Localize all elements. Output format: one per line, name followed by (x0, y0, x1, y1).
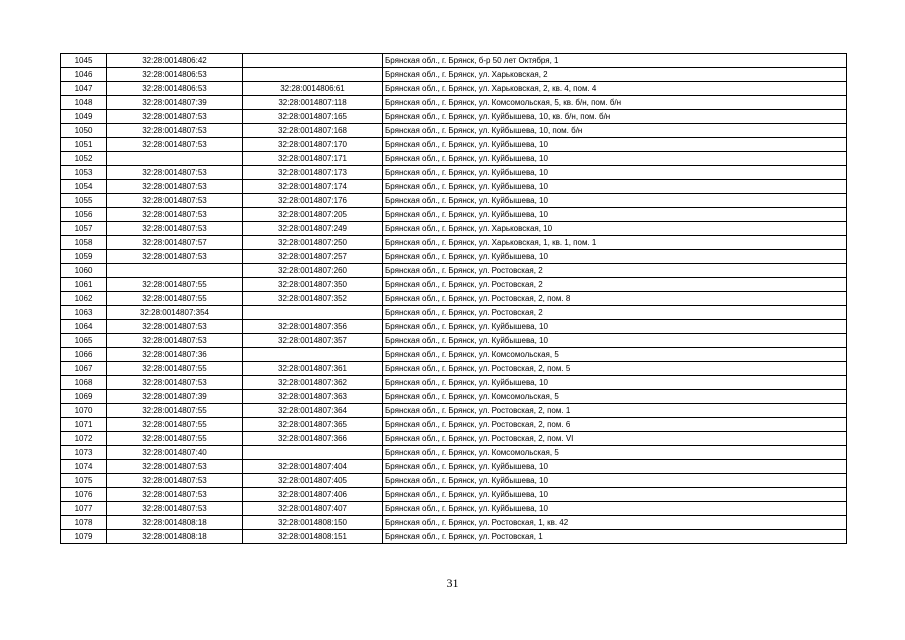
cadastral-number-cell: 32:28:0014807:53 (107, 334, 243, 348)
row-number-cell: 1056 (61, 208, 107, 222)
object-cadastral-number-cell: 32:28:0014807:205 (243, 208, 383, 222)
cadastral-number-cell: 32:28:0014807:53 (107, 166, 243, 180)
row-number-cell: 1073 (61, 446, 107, 460)
cadastral-number-cell: 32:28:0014807:53 (107, 222, 243, 236)
row-number-cell: 1050 (61, 124, 107, 138)
address-cell: Брянская обл., г. Брянск, ул. Ростовская, 2, пом. 1 (383, 404, 847, 418)
cadastral-number-cell (107, 152, 243, 166)
cadastral-number-cell: 32:28:0014807:39 (107, 390, 243, 404)
table-row (61, 306, 847, 320)
address-cell: Брянская обл., г. Брянск, ул. Комсомольская, 5, кв. б/н, пом. б/н (383, 96, 847, 110)
table-row (61, 222, 847, 236)
table-row (61, 110, 847, 124)
table-row (61, 390, 847, 404)
cadastral-number-cell: 32:28:0014808:18 (107, 530, 243, 544)
object-cadastral-number-cell: 32:28:0014807:260 (243, 264, 383, 278)
row-number-cell: 1060 (61, 264, 107, 278)
table-row (61, 320, 847, 334)
cadastral-number-cell: 32:28:0014807:57 (107, 236, 243, 250)
address-cell: Брянская обл., г. Брянск, ул. Ростовская, 2, пом. VI (383, 432, 847, 446)
cadastral-number-cell: 32:28:0014807:53 (107, 180, 243, 194)
row-number-cell: 1049 (61, 110, 107, 124)
table-body (61, 54, 847, 544)
row-number-cell: 1063 (61, 306, 107, 320)
object-cadastral-number-cell: 32:28:0014807:365 (243, 418, 383, 432)
table-row (61, 516, 847, 530)
address-cell: Брянская обл., г. Брянск, ул. Куйбышева, 10, кв. б/н, пом. б/н (383, 110, 847, 124)
row-number-cell: 1068 (61, 376, 107, 390)
cadastral-number-cell: 32:28:0014807:55 (107, 432, 243, 446)
object-cadastral-number-cell: 32:28:0014807:168 (243, 124, 383, 138)
object-cadastral-number-cell: 32:28:0014807:250 (243, 236, 383, 250)
row-number-cell: 1052 (61, 152, 107, 166)
row-number-cell: 1071 (61, 418, 107, 432)
address-cell: Брянская обл., г. Брянск, ул. Куйбышева, 10 (383, 208, 847, 222)
object-cadastral-number-cell: 32:28:0014807:174 (243, 180, 383, 194)
address-cell: Брянская обл., г. Брянск, ул. Куйбышева, 10 (383, 152, 847, 166)
row-number-cell: 1075 (61, 474, 107, 488)
object-cadastral-number-cell: 32:28:0014807:170 (243, 138, 383, 152)
cadastral-number-cell: 32:28:0014807:53 (107, 138, 243, 152)
row-number-cell: 1046 (61, 68, 107, 82)
row-number-cell: 1062 (61, 292, 107, 306)
address-cell: Брянская обл., г. Брянск, ул. Куйбышева, 10 (383, 460, 847, 474)
object-cadastral-number-cell: 32:28:0014807:356 (243, 320, 383, 334)
cadastral-number-cell: 32:28:0014807:354 (107, 306, 243, 320)
cadastral-number-cell: 32:28:0014807:53 (107, 208, 243, 222)
cadastral-number-cell: 32:28:0014807:36 (107, 348, 243, 362)
cadastral-number-cell: 32:28:0014807:53 (107, 124, 243, 138)
table-row (61, 460, 847, 474)
address-cell: Брянская обл., г. Брянск, ул. Куйбышева, 10 (383, 502, 847, 516)
cadastral-number-cell: 32:28:0014807:53 (107, 460, 243, 474)
cadastral-number-cell: 32:28:0014807:53 (107, 250, 243, 264)
address-cell: Брянская обл., г. Брянск, ул. Куйбышева, 10 (383, 250, 847, 264)
table-row (61, 124, 847, 138)
cadastral-number-cell: 32:28:0014807:53 (107, 474, 243, 488)
row-number-cell: 1057 (61, 222, 107, 236)
object-cadastral-number-cell: 32:28:0014807:362 (243, 376, 383, 390)
object-cadastral-number-cell: 32:28:0014807:406 (243, 488, 383, 502)
object-cadastral-number-cell: 32:28:0014808:151 (243, 530, 383, 544)
object-cadastral-number-cell: 32:28:0014807:405 (243, 474, 383, 488)
object-cadastral-number-cell: 32:28:0014807:249 (243, 222, 383, 236)
cadastral-number-cell: 32:28:0014807:53 (107, 488, 243, 502)
cadastral-number-cell: 32:28:0014808:18 (107, 516, 243, 530)
cadastral-number-cell: 32:28:0014807:55 (107, 292, 243, 306)
object-cadastral-number-cell: 32:28:0014808:150 (243, 516, 383, 530)
address-cell: Брянская обл., г. Брянск, ул. Комсомольская, 5 (383, 446, 847, 460)
row-number-cell: 1054 (61, 180, 107, 194)
table-row (61, 376, 847, 390)
row-number-cell: 1067 (61, 362, 107, 376)
cadastral-number-cell: 32:28:0014807:53 (107, 376, 243, 390)
address-cell: Брянская обл., г. Брянск, ул. Ростовская, 1, кв. 42 (383, 516, 847, 530)
object-cadastral-number-cell: 32:28:0014807:165 (243, 110, 383, 124)
page-number: 31 (446, 576, 459, 590)
cadastral-table (60, 53, 847, 544)
row-number-cell: 1047 (61, 82, 107, 96)
object-cadastral-number-cell: 32:28:0014807:357 (243, 334, 383, 348)
row-number-cell: 1079 (61, 530, 107, 544)
object-cadastral-number-cell (243, 446, 383, 460)
address-cell: Брянская обл., г. Брянск, ул. Куйбышева, 10 (383, 488, 847, 502)
address-cell: Брянская обл., г. Брянск, ул. Куйбышева, 10 (383, 376, 847, 390)
object-cadastral-number-cell: 32:28:0014807:361 (243, 362, 383, 376)
cadastral-number-cell: 32:28:0014807:55 (107, 404, 243, 418)
row-number-cell: 1069 (61, 390, 107, 404)
table-row (61, 54, 847, 68)
address-cell: Брянская обл., г. Брянск, ул. Ростовская, 2 (383, 278, 847, 292)
cadastral-number-cell: 32:28:0014807:55 (107, 362, 243, 376)
address-cell: Брянская обл., г. Брянск, ул. Куйбышева, 10, пом. б/н (383, 124, 847, 138)
table-row (61, 96, 847, 110)
table-row (61, 362, 847, 376)
table-row (61, 418, 847, 432)
row-number-cell: 1055 (61, 194, 107, 208)
row-number-cell: 1078 (61, 516, 107, 530)
address-cell: Брянская обл., г. Брянск, ул. Харьковская, 2 (383, 68, 847, 82)
object-cadastral-number-cell: 32:28:0014807:173 (243, 166, 383, 180)
table-row (61, 166, 847, 180)
row-number-cell: 1059 (61, 250, 107, 264)
object-cadastral-number-cell: 32:28:0014807:363 (243, 390, 383, 404)
address-cell: Брянская обл., г. Брянск, ул. Куйбышева, 10 (383, 180, 847, 194)
address-cell: Брянская обл., г. Брянск, ул. Ростовская, 1 (383, 530, 847, 544)
object-cadastral-number-cell: 32:28:0014807:404 (243, 460, 383, 474)
document-page (60, 53, 846, 544)
address-cell: Брянская обл., г. Брянск, ул. Куйбышева, 10 (383, 474, 847, 488)
address-cell: Брянская обл., г. Брянск, ул. Куйбышева, 10 (383, 194, 847, 208)
cadastral-number-cell: 32:28:0014806:53 (107, 82, 243, 96)
row-number-cell: 1053 (61, 166, 107, 180)
address-cell: Брянская обл., г. Брянск, ул. Ростовская, 2 (383, 264, 847, 278)
table-row (61, 432, 847, 446)
object-cadastral-number-cell: 32:28:0014807:366 (243, 432, 383, 446)
row-number-cell: 1048 (61, 96, 107, 110)
table-row (61, 530, 847, 544)
address-cell: Брянская обл., г. Брянск, ул. Харьковская, 2, кв. 4, пом. 4 (383, 82, 847, 96)
address-cell: Брянская обл., г. Брянск, ул. Харьковская, 10 (383, 222, 847, 236)
object-cadastral-number-cell: 32:28:0014807:176 (243, 194, 383, 208)
address-cell: Брянская обл., г. Брянск, ул. Ростовская, 2, пом. 8 (383, 292, 847, 306)
object-cadastral-number-cell: 32:28:0014807:407 (243, 502, 383, 516)
table-row (61, 334, 847, 348)
cadastral-number-cell: 32:28:0014807:53 (107, 110, 243, 124)
row-number-cell: 1045 (61, 54, 107, 68)
object-cadastral-number-cell: 32:28:0014807:350 (243, 278, 383, 292)
cadastral-number-cell: 32:28:0014807:55 (107, 278, 243, 292)
address-cell: Брянская обл., г. Брянск, ул. Куйбышева, 10 (383, 166, 847, 180)
row-number-cell: 1070 (61, 404, 107, 418)
table-row (61, 502, 847, 516)
cadastral-number-cell: 32:28:0014806:42 (107, 54, 243, 68)
address-cell: Брянская обл., г. Брянск, б-р 50 лет Октября, 1 (383, 54, 847, 68)
object-cadastral-number-cell (243, 68, 383, 82)
table-row (61, 292, 847, 306)
table-row (61, 250, 847, 264)
object-cadastral-number-cell: 32:28:0014806:61 (243, 82, 383, 96)
table-row (61, 236, 847, 250)
address-cell: Брянская обл., г. Брянск, ул. Куйбышева, 10 (383, 138, 847, 152)
object-cadastral-number-cell: 32:28:0014807:364 (243, 404, 383, 418)
address-cell: Брянская обл., г. Брянск, ул. Ростовская, 2 (383, 306, 847, 320)
cadastral-number-cell: 32:28:0014806:53 (107, 68, 243, 82)
table-row (61, 488, 847, 502)
row-number-cell: 1066 (61, 348, 107, 362)
row-number-cell: 1061 (61, 278, 107, 292)
object-cadastral-number-cell (243, 306, 383, 320)
table-row (61, 446, 847, 460)
row-number-cell: 1076 (61, 488, 107, 502)
table-row (61, 180, 847, 194)
address-cell: Брянская обл., г. Брянск, ул. Комсомольская, 5 (383, 348, 847, 362)
table-row (61, 194, 847, 208)
address-cell: Брянская обл., г. Брянск, ул. Комсомольская, 5 (383, 390, 847, 404)
table-row (61, 138, 847, 152)
table-row (61, 68, 847, 82)
table-row (61, 278, 847, 292)
table-row (61, 264, 847, 278)
table-row (61, 82, 847, 96)
cadastral-number-cell: 32:28:0014807:53 (107, 502, 243, 516)
table-row (61, 348, 847, 362)
address-cell: Брянская обл., г. Брянск, ул. Куйбышева, 10 (383, 334, 847, 348)
row-number-cell: 1077 (61, 502, 107, 516)
address-cell: Брянская обл., г. Брянск, ул. Ростовская, 2, пом. 6 (383, 418, 847, 432)
address-cell: Брянская обл., г. Брянск, ул. Ростовская, 2, пом. 5 (383, 362, 847, 376)
cadastral-number-cell: 32:28:0014807:55 (107, 418, 243, 432)
cadastral-number-cell: 32:28:0014807:40 (107, 446, 243, 460)
address-cell: Брянская обл., г. Брянск, ул. Харьковская, 1, кв. 1, пом. 1 (383, 236, 847, 250)
object-cadastral-number-cell: 32:28:0014807:171 (243, 152, 383, 166)
cadastral-number-cell (107, 264, 243, 278)
cadastral-number-cell: 32:28:0014807:39 (107, 96, 243, 110)
cadastral-number-cell: 32:28:0014807:53 (107, 194, 243, 208)
row-number-cell: 1072 (61, 432, 107, 446)
address-cell: Брянская обл., г. Брянск, ул. Куйбышева, 10 (383, 320, 847, 334)
row-number-cell: 1051 (61, 138, 107, 152)
table-row (61, 208, 847, 222)
table-row (61, 152, 847, 166)
object-cadastral-number-cell: 32:28:0014807:257 (243, 250, 383, 264)
object-cadastral-number-cell: 32:28:0014807:352 (243, 292, 383, 306)
table-row (61, 404, 847, 418)
row-number-cell: 1058 (61, 236, 107, 250)
row-number-cell: 1065 (61, 334, 107, 348)
row-number-cell: 1064 (61, 320, 107, 334)
row-number-cell: 1074 (61, 460, 107, 474)
object-cadastral-number-cell (243, 54, 383, 68)
table-row (61, 474, 847, 488)
cadastral-number-cell: 32:28:0014807:53 (107, 320, 243, 334)
object-cadastral-number-cell (243, 348, 383, 362)
object-cadastral-number-cell: 32:28:0014807:118 (243, 96, 383, 110)
